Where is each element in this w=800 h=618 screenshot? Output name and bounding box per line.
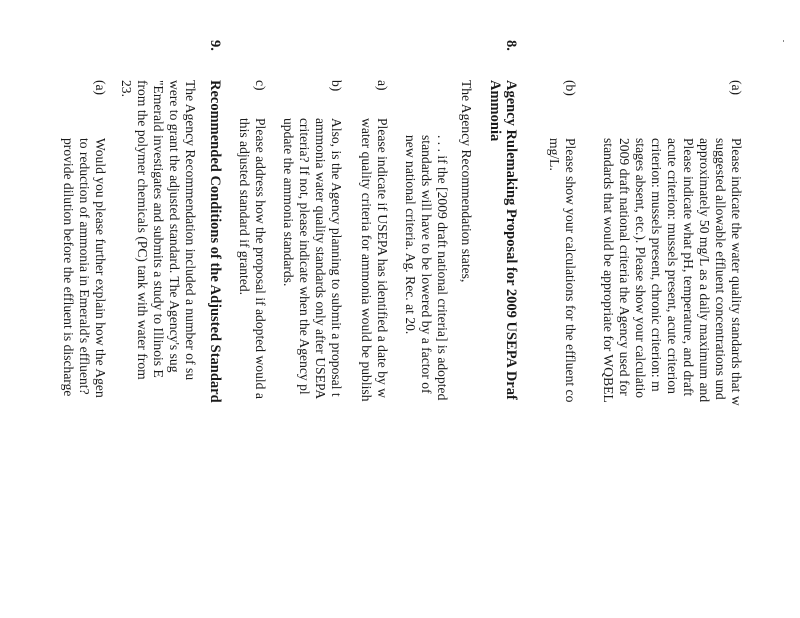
quote-line: new national criteria. Ag. Rec. at 20. — [403, 135, 418, 335]
section-8-title-cont: Ammonia — [487, 80, 503, 142]
q8b-line: ammonia water quality standards only after USEPA — [313, 118, 328, 400]
q7a-line: suggested allowable effluent concentrations und — [713, 138, 728, 400]
q7a-line: acute criterion: mussels present, acute criterion — [665, 138, 680, 394]
q8b-line: update the ammonia standards. — [281, 118, 296, 287]
section-9-number: 9. — [207, 40, 223, 51]
q8c-label: c) — [253, 80, 268, 91]
q7a-label: (a) — [729, 80, 744, 96]
q7a-line: Please indicate what pH, temperature, and draft — [681, 138, 696, 397]
para-line: "Emerald investigates and submits a study to Illinois E — [151, 80, 166, 378]
q7a-line: standards that would be appropriate for WQBEL — [601, 138, 616, 403]
q7a-line: Please indicate the water quality standards that w — [729, 138, 744, 406]
q7a-line: stages absent, etc.). Please show your calculatio — [633, 138, 648, 399]
section-8-title: Agency Rulemaking Proposal for 2009 USEPA Draf — [503, 80, 519, 400]
q9a-line: provide dilution before the effluent is discharge — [61, 138, 76, 397]
q9a-line: Would you please further explain how the Agen — [93, 138, 108, 398]
q7b-label: (b) — [563, 80, 578, 96]
q8b-line: Also, is the Agency planning to submit a proposal t — [329, 118, 344, 397]
para-line: 23. — [119, 80, 134, 97]
para-line: from the polymer chemicals (PC) tank with water from — [135, 80, 150, 380]
q8a-line: Please indicate if USEPA has identified a date by w — [375, 118, 390, 398]
section-8-number: 8. — [503, 40, 519, 51]
q7b-line: Please show your calculations for the effluent co — [563, 138, 578, 403]
q9a-label: (a) — [93, 80, 108, 96]
q8b-line: criteria? If not, please indicate when the Agency pl — [297, 118, 312, 395]
q9a-line: to reduction of ammonia in Emerald's effluent? — [77, 138, 92, 395]
para-line: were to grant the adjusted standard. The Agency's sug — [167, 80, 182, 373]
quote-line: . . . if the [2009 draft national criteria] is adopted — [435, 135, 450, 401]
section-9-title: Recommended Conditions of the Adjusted Standard — [207, 80, 223, 403]
q7b-line: mg/L. — [547, 138, 562, 171]
q7a-line: criterion: mussels present, chronic criterion: m — [649, 138, 664, 392]
quote-line: standards will have to be lowered by a factor of — [419, 135, 434, 394]
q8c-line: Please address how the proposal if adopted would a — [253, 118, 268, 399]
q7a-line: approximately 50 mg/L as a daily maximum and — [697, 138, 712, 403]
q8b-label: b) — [329, 80, 344, 92]
section-8-intro: The Agency Recommendation states, — [459, 80, 474, 283]
q7a-line: 2009 draft national criteria the Agency used for — [617, 138, 632, 396]
scan-mark — [783, 40, 784, 42]
q8c-line: this adjusted standard if granted. — [237, 118, 252, 296]
para-line: The Agency Recommendation included a number of su — [183, 80, 198, 381]
q8a-line: water quality criteria for ammonia would be publish — [359, 118, 374, 402]
q8a-label: a) — [375, 80, 390, 91]
